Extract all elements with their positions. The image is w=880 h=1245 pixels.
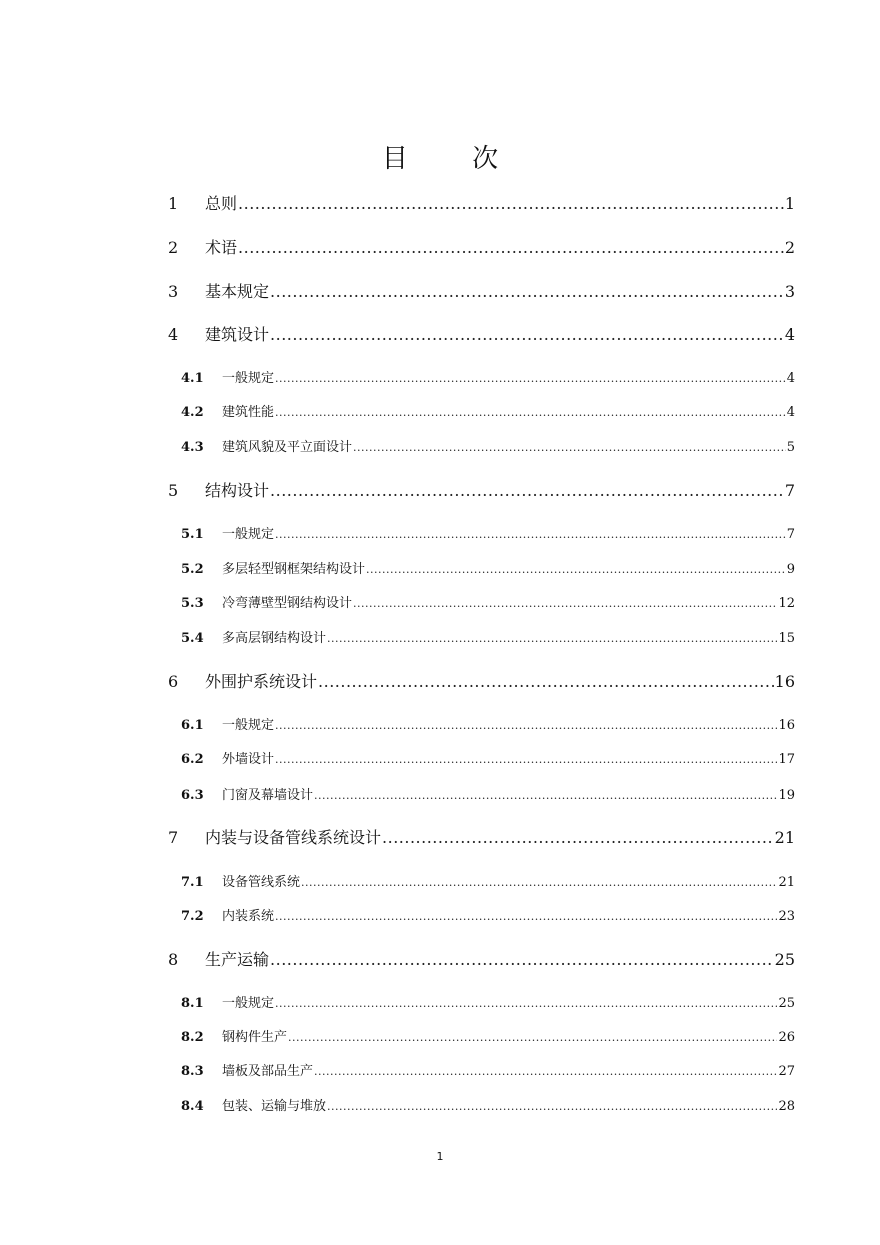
toc-entry-label: 建筑设计	[205, 325, 270, 344]
toc-leader-dots	[238, 238, 784, 257]
toc-entry-number: 5	[168, 481, 179, 500]
toc-entry[interactable]	[181, 401, 795, 420]
toc-entry-page: 2	[784, 238, 795, 257]
toc-entry-page: 4	[786, 371, 795, 386]
toc-entry-label: 冷弯薄壁型钢结构设计	[222, 596, 353, 611]
toc-entry-label: 基本规定	[205, 282, 270, 301]
toc-entry-label: 结构设计	[205, 481, 270, 500]
toc-entry-label: 总则	[205, 194, 238, 213]
toc-entry-number: 5.2	[181, 562, 204, 577]
toc-leader-dots	[275, 909, 777, 924]
toc-entry[interactable]	[181, 367, 795, 386]
toc-leader-dots	[270, 325, 784, 344]
toc-entry[interactable]	[181, 558, 795, 577]
toc-entry-page: 19	[778, 788, 795, 803]
toc-entry-page: 4	[784, 325, 795, 344]
toc-entry-number: 8.2	[181, 1030, 204, 1045]
toc-leader-dots	[327, 1099, 777, 1114]
toc-entry-page: 12	[778, 596, 795, 611]
toc-entry[interactable]	[181, 627, 795, 646]
page-number: 1	[436, 1150, 444, 1163]
toc-entry-number: 8.1	[181, 996, 204, 1011]
toc-entry-number: 5.3	[181, 596, 204, 611]
toc-entry-number: 6.2	[181, 752, 204, 767]
toc-entry-number: 4.1	[181, 371, 204, 386]
toc-entry-number: 1	[168, 194, 179, 213]
toc-leader-dots	[275, 405, 786, 420]
toc-leader-dots	[318, 672, 774, 691]
toc-leader-dots	[270, 481, 784, 500]
toc-entry[interactable]	[168, 669, 795, 692]
toc-entry[interactable]	[181, 714, 795, 733]
toc-entry[interactable]	[181, 748, 795, 767]
toc-entry-number: 6.3	[181, 788, 204, 803]
page-title: 目 次	[381, 144, 527, 174]
toc-entry-label: 多高层钢结构设计	[222, 631, 327, 646]
toc-entry-label: 建筑性能	[222, 405, 275, 420]
toc-entry-page: 28	[778, 1099, 795, 1114]
toc-entry-number: 7.1	[181, 875, 204, 890]
toc-entry-label: 生产运输	[205, 950, 270, 969]
toc-entry-label: 门窗及幕墙设计	[222, 788, 314, 803]
toc-entry[interactable]	[168, 825, 795, 848]
toc-leader-dots	[314, 1064, 777, 1079]
toc-entry-page: 7	[784, 481, 795, 500]
toc-entry-number: 7	[168, 828, 179, 847]
toc-entry-label: 建筑风貌及平立面设计	[222, 440, 353, 455]
toc-entry-page: 17	[778, 752, 795, 767]
toc-entry-label: 墙板及部品生产	[222, 1064, 314, 1079]
toc-entry-number: 4.2	[181, 405, 204, 420]
toc-entry[interactable]	[181, 523, 795, 542]
toc-entry-page: 16	[774, 672, 795, 691]
toc-entry[interactable]	[168, 478, 795, 501]
toc-entry-number: 3	[168, 282, 179, 301]
toc-entry[interactable]	[168, 191, 795, 214]
toc-entry-page: 27	[778, 1064, 795, 1079]
toc-entry-label: 内装系统	[222, 909, 275, 924]
toc-entry-label: 外围护系统设计	[205, 672, 318, 691]
toc-entry-page: 9	[786, 562, 795, 577]
toc-entry-label: 术语	[205, 238, 238, 257]
toc-entry-number: 7.2	[181, 909, 204, 924]
toc-entry-page: 23	[778, 909, 795, 924]
toc-entry[interactable]	[168, 235, 795, 258]
toc-leader-dots	[288, 1030, 777, 1045]
toc-entry-label: 包装、运输与堆放	[222, 1099, 327, 1114]
toc-entry-label: 一般规定	[222, 996, 275, 1011]
toc-entry-page: 4	[786, 405, 795, 420]
toc-entry-page: 21	[778, 875, 795, 890]
toc-leader-dots	[327, 631, 777, 646]
toc-entry-number: 2	[168, 238, 179, 257]
toc-leader-dots	[270, 950, 774, 969]
toc-entry-label: 一般规定	[222, 718, 275, 733]
toc-entry-number: 8.3	[181, 1064, 204, 1079]
toc-leader-dots	[301, 875, 777, 890]
toc-entry[interactable]	[181, 871, 795, 890]
toc-entry[interactable]	[168, 279, 795, 302]
toc-entry-page: 25	[778, 996, 795, 1011]
toc-entry-page: 25	[774, 950, 795, 969]
toc-entry-number: 8.4	[181, 1099, 204, 1114]
toc-entry-number: 8	[168, 950, 179, 969]
toc-entry-number: 6.1	[181, 718, 204, 733]
toc-entry[interactable]	[181, 592, 795, 611]
toc-leader-dots	[366, 562, 786, 577]
toc-entry[interactable]	[181, 992, 795, 1011]
toc-entry-number: 4.3	[181, 440, 204, 455]
toc-entry[interactable]	[181, 1095, 795, 1114]
toc-leader-dots	[314, 788, 777, 803]
toc-entry[interactable]	[168, 322, 795, 345]
toc-entry[interactable]	[181, 1026, 795, 1045]
toc-entry[interactable]	[168, 947, 795, 970]
toc-leader-dots	[275, 718, 777, 733]
toc-entry-label: 内装与设备管线系统设计	[205, 828, 382, 847]
toc-entry-label: 一般规定	[222, 527, 275, 542]
toc-entry-number: 6	[168, 672, 179, 691]
toc-leader-dots	[382, 828, 774, 847]
toc-entry-label: 一般规定	[222, 371, 275, 386]
toc-entry-number: 4	[168, 325, 179, 344]
toc-entry[interactable]	[181, 436, 795, 455]
toc-leader-dots	[270, 282, 784, 301]
toc-leader-dots	[275, 371, 786, 386]
toc-leader-dots	[275, 996, 777, 1011]
toc-leader-dots	[353, 440, 786, 455]
toc-entry-label: 钢构件生产	[222, 1030, 288, 1045]
toc-leader-dots	[275, 527, 786, 542]
toc-entry-label: 多层轻型钢框架结构设计	[222, 562, 366, 577]
toc-entry-page: 21	[774, 828, 795, 847]
toc-entry-label: 外墙设计	[222, 752, 275, 767]
toc-entry-page: 1	[784, 194, 795, 213]
toc-entry[interactable]	[181, 1060, 795, 1079]
toc-leader-dots	[275, 752, 777, 767]
toc-entry-number: 5.4	[181, 631, 204, 646]
toc-entry-label: 设备管线系统	[222, 875, 301, 890]
toc-entry-page: 15	[778, 631, 795, 646]
toc-entry-page: 16	[778, 718, 795, 733]
toc-entry-page: 3	[784, 282, 795, 301]
toc-leader-dots	[238, 194, 784, 213]
toc-entry-page: 5	[786, 440, 795, 455]
toc-entry-page: 26	[778, 1030, 795, 1045]
toc-leader-dots	[353, 596, 777, 611]
toc-entry[interactable]	[181, 905, 795, 924]
toc-entry[interactable]	[181, 784, 795, 803]
toc-entry-number: 5.1	[181, 527, 204, 542]
toc-entry-page: 7	[786, 527, 795, 542]
